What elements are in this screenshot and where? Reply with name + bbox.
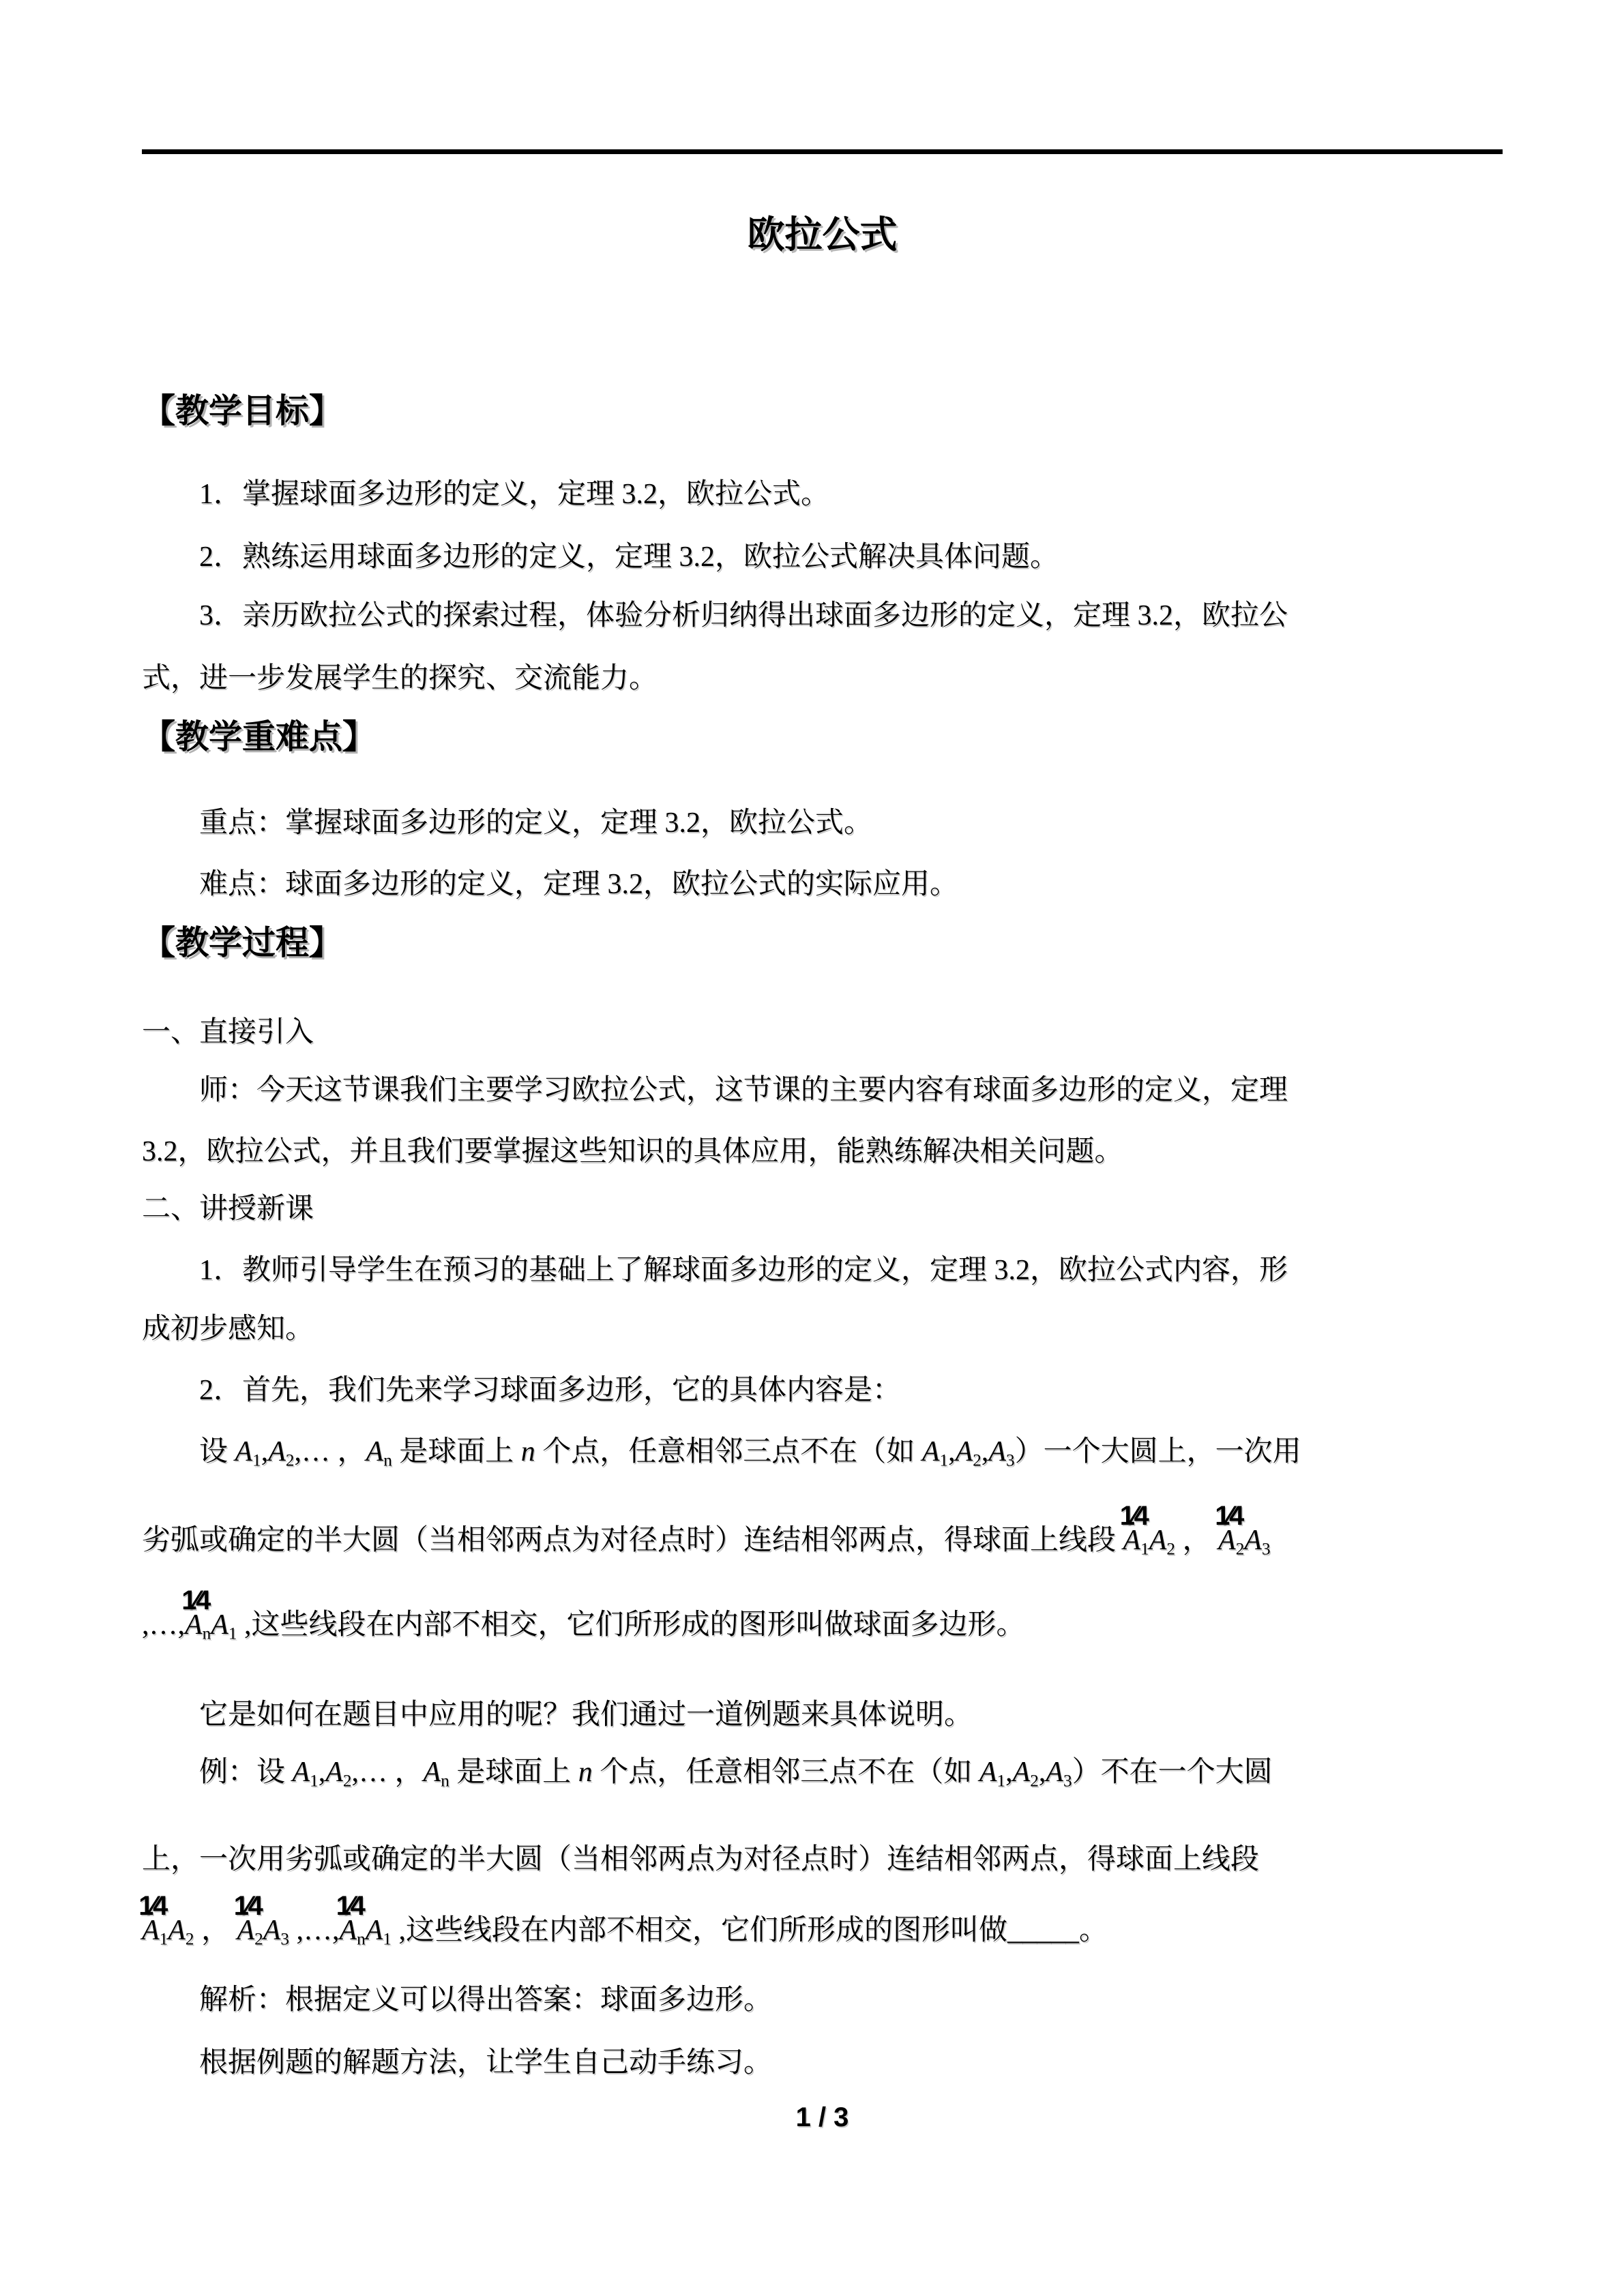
section-1-direct-intro xyxy=(142,1011,1503,1054)
text-span: 是球面上 xyxy=(449,1757,578,1788)
text-span: 2．首先，我们先来学习球面多边形，它的具体内容是： xyxy=(199,1375,902,1406)
arc-quarter-glyph: 1⁄4 xyxy=(138,1891,166,1922)
text-span: ， xyxy=(1175,1525,1219,1556)
definition-line-2 xyxy=(142,1501,1503,1562)
example-line-3 xyxy=(138,1891,1503,1952)
example-line-1 xyxy=(142,1751,1560,1793)
text-span: 解析：根据定义可以得出答案：球面多边形。 xyxy=(199,1984,773,2016)
text-span: 【教学过程】 xyxy=(142,925,343,961)
teacher-intro-line-1 xyxy=(142,1069,1560,1112)
text-span: ）不在一个大圆 xyxy=(1072,1757,1273,1788)
header-rule xyxy=(142,149,1503,154)
text-span: 式，进一步发展学生的探究、交流能力。 xyxy=(142,663,658,694)
math-run: n xyxy=(578,1757,593,1788)
math-run: $A_1,A_2,\dots$ ，$A_n$ xyxy=(235,1436,392,1470)
new-lesson-item-1-line-2 xyxy=(142,1308,1503,1350)
text-span: 上，一次用劣弧或确定的半大圆（当相邻两点为对径点时）连结相邻两点，得球面上线段 xyxy=(142,1844,1260,1875)
text-span: 成初步感知。 xyxy=(142,1313,314,1345)
math-run: $A_1A_2$ xyxy=(142,1915,194,1949)
text-span: 个点，任意相邻三点不在（如 xyxy=(592,1757,979,1788)
text-span: ,…, xyxy=(142,1609,185,1641)
text-span: ,这些线段在内部不相交，它们所形成的图形叫做_____。 xyxy=(392,1915,1108,1946)
text-span: 根据例题的解题方法，让学生自己动手练习。 xyxy=(199,2047,773,2078)
math-run: $A_1,A_2,\dots$ ，$A_n$ xyxy=(292,1757,449,1791)
text-span: 3．亲历欧拉公式的探索过程，体验分析归纳得出球面多边形的定义，定理 3.2，欧拉公 xyxy=(199,600,1288,631)
text-span: ， xyxy=(194,1915,237,1946)
arc-quarter-glyph: 1⁄4 xyxy=(336,1891,363,1922)
math-run: $A_2A_3$ xyxy=(237,1915,290,1949)
goal-item-1 xyxy=(142,473,1560,516)
math-run: $A_nA_1$ xyxy=(185,1609,237,1643)
text-span: 个点，任意相邻三点不在（如 xyxy=(535,1436,922,1467)
arc-quarter-glyph: 1⁄4 xyxy=(1215,1501,1242,1532)
heading-key-difficulties xyxy=(142,716,1503,758)
new-lesson-item-1-line-1 xyxy=(142,1249,1560,1292)
difficult-point-line xyxy=(142,863,1560,906)
document-title: 欧拉公式 xyxy=(747,213,898,256)
example-line-2 xyxy=(142,1838,1503,1881)
arc-segment-formula xyxy=(233,1891,290,1952)
practice-line xyxy=(142,2042,1560,2084)
application-transition-line xyxy=(142,1694,1560,1736)
goal-item-3-line-1 xyxy=(142,595,1560,637)
heading-teaching-goals xyxy=(142,390,1503,432)
math-run: $A_nA_1$ xyxy=(339,1915,392,1949)
arc-quarter-glyph: 1⁄4 xyxy=(233,1891,261,1922)
text-span: 一、直接引入 xyxy=(142,1017,314,1048)
text-span: 2．熟练运用球面多边形的定义，定理 3.2，欧拉公式解决具体问题。 xyxy=(199,541,1059,573)
arc-quarter-glyph: 1⁄4 xyxy=(1119,1501,1147,1532)
goal-item-3-line-2 xyxy=(142,657,1503,700)
section-2-new-lesson xyxy=(142,1188,1503,1230)
math-run: $A_2A_3$ xyxy=(1218,1525,1271,1559)
text-span: 重点：掌握球面多边形的定义，定理 3.2，欧拉公式。 xyxy=(199,807,873,839)
text-span: ）一个大圆上，一次用 xyxy=(1014,1436,1301,1467)
text-span: 是球面上 xyxy=(392,1436,521,1467)
math-run: $A_1,A_2,A_3$ xyxy=(921,1436,1015,1470)
text-span: 1．掌握球面多边形的定义，定理 3.2，欧拉公式。 xyxy=(199,479,830,510)
goal-item-2 xyxy=(142,536,1560,578)
arc-segment-formula xyxy=(336,1891,392,1952)
text-span: ,这些线段在内部不相交，它们所形成的图形叫做球面多边形。 xyxy=(237,1609,1025,1641)
math-run: $A_1,A_2,A_3$ xyxy=(979,1757,1072,1791)
definition-line-3 xyxy=(142,1585,1503,1646)
text-span: 例：设 xyxy=(199,1757,293,1788)
page-number: 1 / 3 xyxy=(795,2102,849,2132)
text-span: 二、讲授新课 xyxy=(142,1193,314,1225)
key-point-line xyxy=(142,802,1560,844)
heading-teaching-process xyxy=(142,922,1503,964)
text-span: 它是如何在题目中应用的呢？我们通过一道例题来具体说明。 xyxy=(199,1699,973,1731)
definition-line-1 xyxy=(142,1431,1560,1473)
analysis-line xyxy=(142,1979,1560,2021)
text-span: 劣弧或确定的半大圆（当相邻两点为对径点时）连结相邻两点，得球面上线段 xyxy=(142,1525,1123,1556)
math-run: $A_1A_2$ xyxy=(1123,1525,1176,1559)
arc-segment-formula xyxy=(1215,1501,1271,1562)
text-span: 【教学目标】 xyxy=(142,393,343,430)
math-run: n xyxy=(520,1436,535,1467)
text-span: 难点：球面多边形的定义，定理 3.2，欧拉公式的实际应用。 xyxy=(199,869,959,900)
text-span: 【教学重难点】 xyxy=(142,719,377,756)
text-span: 师：今天这节课我们主要学习欧拉公式，这节课的主要内容有球面多边形的定义，定理 xyxy=(199,1075,1288,1106)
arc-segment-formula xyxy=(138,1891,194,1952)
arc-segment-formula xyxy=(1119,1501,1176,1562)
arc-quarter-glyph: 1⁄4 xyxy=(181,1585,209,1616)
new-lesson-item-2 xyxy=(142,1369,1560,1412)
text-span: ,…, xyxy=(289,1915,340,1946)
text-span: 设 xyxy=(199,1436,235,1467)
text-span: 1．教师引导学生在预习的基础上了解球面多边形的定义，定理 3.2，欧拉公式内容，形 xyxy=(199,1255,1288,1286)
text-span: 3.2，欧拉公式，并且我们要掌握这些知识的具体应用，能熟练解决相关问题。 xyxy=(142,1136,1123,1167)
arc-segment-formula xyxy=(181,1585,237,1646)
teacher-intro-line-2 xyxy=(142,1131,1503,1173)
